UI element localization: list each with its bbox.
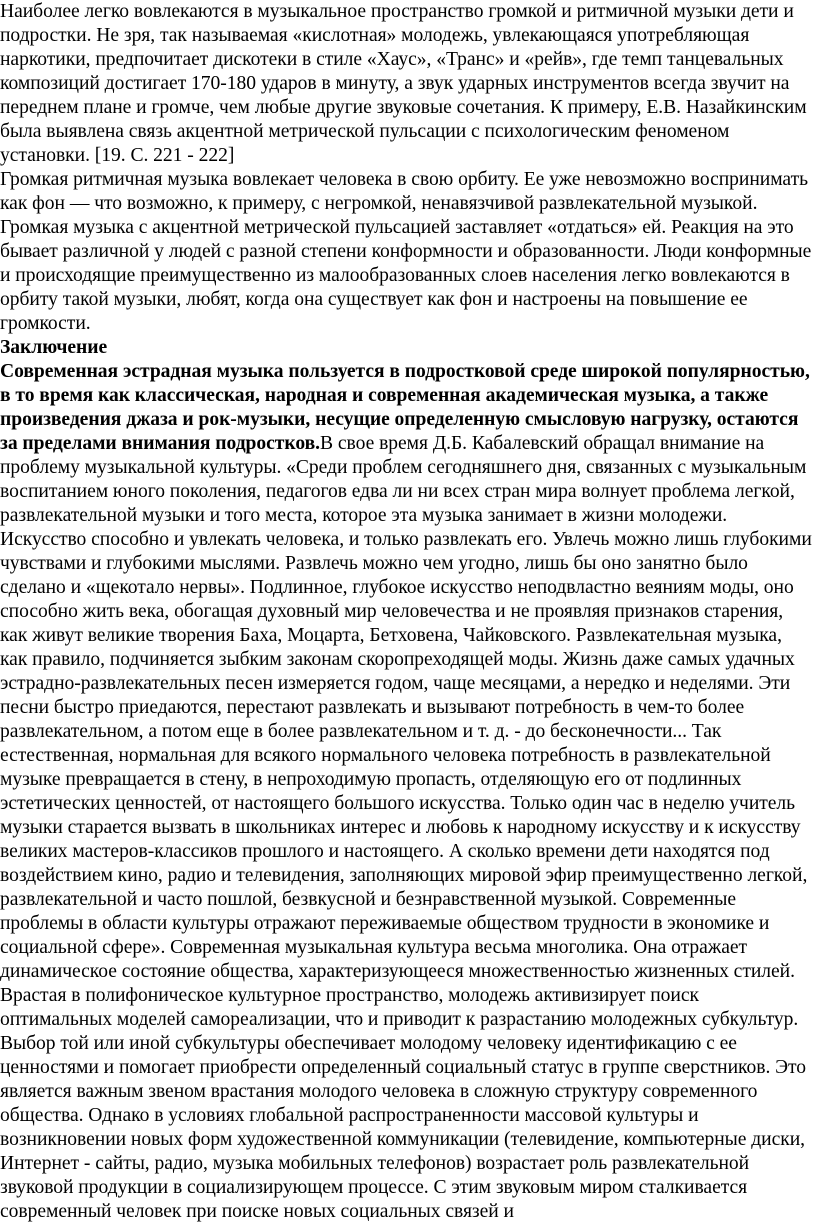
conclusion-bold-lead: Современная эстрадная музыка пользуется в подростковой среде широкой популярностью, в то время как классическая, народная и современная академическая музыка, а также произведения джаза и рок-музыки, несущие определенную смысловую нагрузку, остаются за пределами внимания подростков.	[0, 361, 810, 454]
conclusion-body-text: В свое время Д.Б. Кабалевский обращал внимание на проблему музыкальной культуры. «Среди проблем сегодняшнего дня, связанных с музыкальным воспитанием юного поколения, педагогов едва ли ни всех стран мира волнует проблема легкой, развлекательной музыки и того места, которое эта музыка занимает в жизни молодежи. Искусство способно и увлекать человека, и только развлекать его. Увлечь можно лишь глубокими чувствами и глубокими мыслями. Развлечь можно чем угодно, лишь бы оно занятно было сделано и «щекотало нервы». Подлинное, глубокое искусство неподвластно веяниям моды, оно способно жить века, обогащая духовный мир человечества и не проявляя признаков старения, как живут великие творения Баха, Моцарта, Бетховена, Чайковского. Развлекательная музыка, как правило, подчиняется зыбким законам скоропреходящей моды. Жизнь даже самых удачных эстрадно-развлекательных песен измеряется годом, чаще месяцами, а нередко и неделями. Эти песни быстро приедаются, перестают развлекать и вызывают потребность в чем-то более развлекательном, а потом еще в более развлекательном и т. д. - до бесконечности... Так естественная, нормальная для всякого нормального человека потребность в развлекательной музыке превращается в стену, в непроходимую пропасть, отделяющую его от подлинных эстетических ценностей, от настоящего большого искусства. Только один час в неделю учитель музыки старается вызвать в школьниках интерес и любовь к народному искусству и к искусству великих мастеров-классиков прошлого и настоящего. А сколько времени дети находятся под воздействием кино, радио и телевидения, заполняющих мировой эфир преимущественно легкой, развлекательной и часто пошлой, безвкусной и безнравственной музыкой. Современные проблемы в области культуры отражают переживаемые обществом трудности в экономике и социальной сфере». Современная музыкальная культура весьма многолика. Она отражает динамическое состояние общества, характеризующееся множественностью жизненных стилей. Врастая в полифоническое культурное пространство, молодежь активизирует поиск оптимальных моделей самореализации, что и приводит к разрастанию молодежных субкультур. Выбор той или иной субкультуры обеспечивает молодому человеку идентификацию с ее ценностями и помогает приобрести определенный социальный статус в группе сверстников. Это является важным звеном врастания молодого человека в сложную структуру современного общества. Однако в условиях глобальной распространенности массовой культуры и возникновении новых форм художественной коммуникации (телевидение, компьютерные диски, Интернет - сайты, радио, музыка мобильных телефонов) возрастает роль развлекательной звуковой продукции в социализирующем процессе. С этим звуковым миром сталкивается современный человек при поиске новых социальных связей и	[0, 433, 812, 1222]
paragraph-1: Наиболее легко вовлекаются в музыкальное пространство громкой и ритмичной музыки дети и подростки. Не зря, так называемая «кислотная» молодежь, увлекающаяся употребляющая наркотики, предпочитает дискотеки в стиле «Хаус», «Транс» и «рейв», где темп танцевальных композиций достигает 170-180 ударов в минуту, а звук ударных инструментов всегда звучит на переднем плане и громче, чем любые другие звуковые сочетания. К примеру, Е.В. Назайкинским была выявлена связь акцентной метрической пульсации с психологическим феноменом установки. [19. С. 221 - 222]	[0, 1, 807, 166]
conclusion-paragraph	[0, 360, 812, 1224]
paragraph-2: Громкая ритмичная музыка вовлекает человека в свою орбиту. Ее уже невозможно воспринимать как фон — что возможно, к примеру, с негромкой, ненавязчивой развлекательной музыкой. Громкая музыка с акцентной метрической пульсацией заставляет «отдаться» ей. Реакция на это бывает различной у людей с разной степени конформности и образованности. Люди конформные и происходящие преимущественно из малообразованных слоев населения легко вовлекаются в орбиту такой музыки, любят, когда она существует как фон и настроены на повышение ее громкости.	[0, 169, 812, 334]
section-heading: Заключение	[0, 337, 108, 358]
